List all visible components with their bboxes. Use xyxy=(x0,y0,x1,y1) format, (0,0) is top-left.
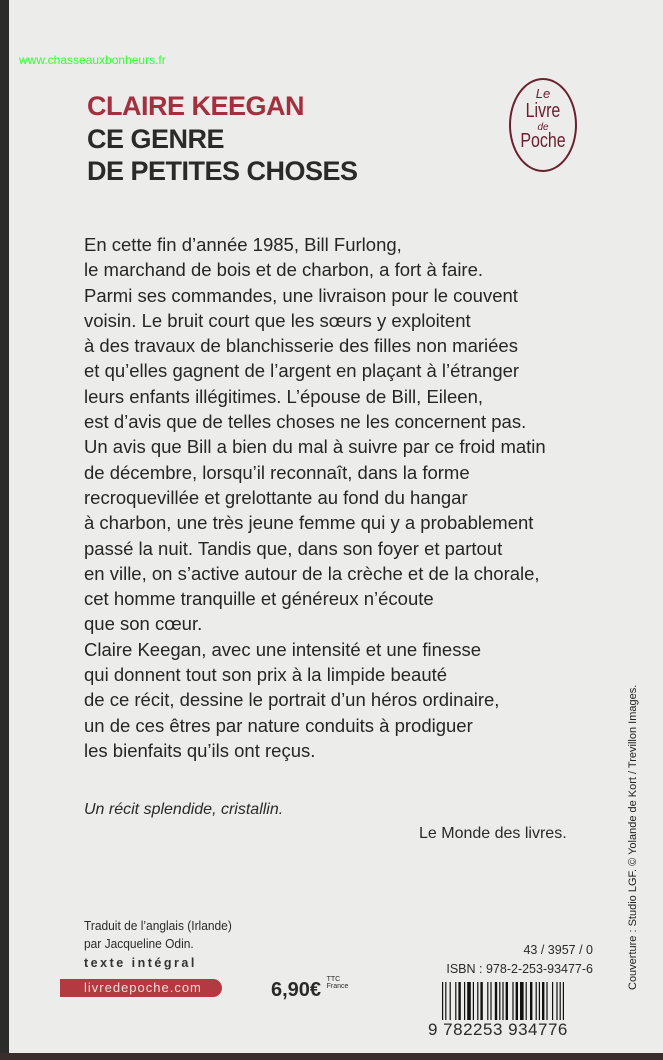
translation-line: Traduit de l’anglais (Irlande) xyxy=(84,918,232,933)
summary-line: à charbon, une très jeune femme qui y a probablement xyxy=(84,512,534,534)
title-line: CE GENRE xyxy=(87,124,225,154)
logo-de: de xyxy=(537,122,549,133)
review-source: Le Monde des livres. xyxy=(419,825,567,842)
cover-credit: Couverture : Studio LGF. © Yolande de Kort / Trevillon Images. xyxy=(627,684,639,990)
barcode-digits: 9 782253 934776 xyxy=(428,1020,568,1039)
publisher-logo xyxy=(509,78,577,172)
summary-line: à des travaux de blanchisserie des filles non mariées xyxy=(84,335,518,357)
summary-line: de décembre, lorsqu’il reconnaît, dans la forme xyxy=(84,461,470,483)
price-note xyxy=(327,976,349,990)
cover-edge-bottom xyxy=(0,1053,663,1060)
summary-line: cet homme tranquille et généreux n’écoute xyxy=(84,588,434,610)
summary-line: En cette fin d’année 1985, Bill Furlong, xyxy=(84,234,402,255)
translation-credit xyxy=(84,917,232,953)
title-line: DE PETITES CHOSES xyxy=(87,156,358,186)
summary-text xyxy=(84,232,546,763)
logo-poche: Poche xyxy=(520,130,566,152)
summary-line: Un avis que Bill a bien du mal à suivre par ce froid matin xyxy=(84,436,546,458)
barcode-number xyxy=(428,1020,568,1040)
summary-line: leurs enfants illégitimes. L’épouse de Bill, Eileen, xyxy=(84,385,484,407)
review-quote: Un récit splendide, cristallin. xyxy=(84,801,284,818)
logo-le: Le xyxy=(535,86,551,101)
price-note-ttc: TTC xyxy=(326,976,341,983)
summary-line: le marchand de bois et de charbon, a fort à faire. xyxy=(84,259,484,281)
summary-line: un de ces êtres par nature conduits à prodiguer xyxy=(84,714,473,736)
logo-livre: Livre xyxy=(525,100,561,122)
price-value: 6,90€ xyxy=(271,979,322,1001)
summary-line: de ce récit, dessine le portrait d’un héros ordinaire, xyxy=(84,689,500,711)
summary-line: est d’avis que de telles choses ne les concernent pas. xyxy=(84,411,527,433)
website-link[interactable]: livredepoche.com xyxy=(60,979,222,997)
isbn: ISBN : 978-2-253-93477-6 xyxy=(446,962,593,976)
price-note-france: France xyxy=(326,983,349,990)
book-title xyxy=(87,123,358,187)
cover-edge-left xyxy=(0,0,9,1060)
summary-line: les bienfaits qu’ils ont reçus. xyxy=(84,739,316,761)
summary-line: recroquevillée et grelottante au fond du hangar xyxy=(84,486,468,508)
author-name: CLAIRE KEEGAN xyxy=(87,91,305,121)
summary-line: en ville, on s’active autour de la crèche et de la chorale, xyxy=(84,562,540,584)
translation-line: par Jacqueline Odin. xyxy=(84,936,194,951)
summary-line: qui donnent tout son prix à la limpide beauté xyxy=(84,664,448,686)
summary-line: et qu’elles gagnent de l’argent en plaçant à l’étranger xyxy=(84,360,520,382)
summary-line: voisin. Le bruit court que les sœurs y exploitent xyxy=(84,309,471,331)
watermark: www.chasseauxbonheurs.fr xyxy=(19,53,166,67)
summary-line: passé la nuit. Tandis que, dans son foyer et partout xyxy=(84,537,503,559)
summary-line: Parmi ses commandes, une livraison pour le couvent xyxy=(84,284,518,306)
catalog-code: 43 / 3957 / 0 xyxy=(523,943,593,957)
summary-line: que son cœur. xyxy=(84,613,203,635)
integral-label: texte intégral xyxy=(84,956,197,970)
summary-line: Claire Keegan, avec une intensité et une finesse xyxy=(84,638,481,660)
price xyxy=(271,976,348,1002)
